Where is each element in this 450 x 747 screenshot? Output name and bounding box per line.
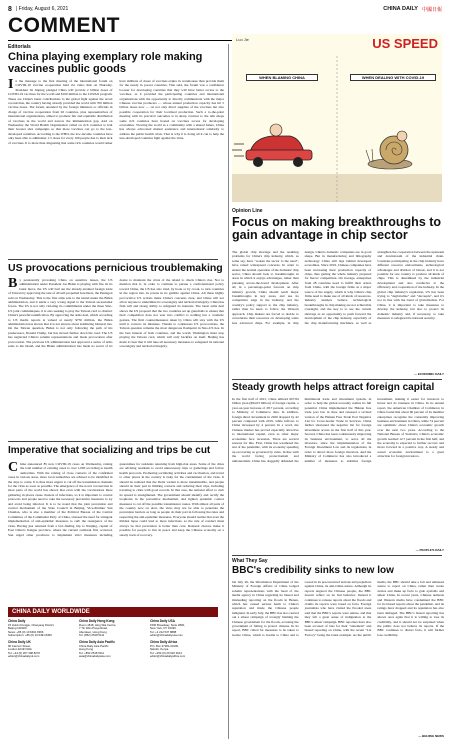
office-entry: [8, 620, 76, 638]
opinion-divider: [232, 379, 442, 380]
office-line: Hong Kong: [79, 647, 93, 652]
office-line: London EC4N 6HA: [8, 647, 32, 652]
office-line: Room 1818, Hing Wai Centre,: [79, 622, 117, 627]
editorials-label: Editorials: [8, 44, 31, 50]
office-line: asia@chinadailyasia.com: [79, 654, 111, 659]
office-line: 15 Huixin Dongjie, Chaoyang District,: [8, 622, 55, 627]
office-line: China Daily Asia Pacific: [79, 643, 109, 648]
office-line: Tel: +1 212 537 8888: [150, 629, 177, 634]
editorial-2-dropcap: B: [8, 278, 18, 291]
editorial-3-body: China announced 85 new COVID-19 cases on Wednesday, raising the total number of existing cases to over 1,000 according to health authorities. With the raising of close contacts of the confirmed cases in various areas, more local authorities are advised to be identified in the days to come. It is thus more urgent to cut off the transmission channels for the virus as soon as possible. The emergence of the novel coronavirus in most parts of the world has shown that even with the vaccinations three gathering in places cause clusters of infections, so it is important to control protocols and people need to take the necessary preventive measures to try and avoid being infected. It is to be noted that the joint prevention and control mechanism of the State Council in Beijing, Vice-Premier Sun Chunlan, who is also a member of the Political Bureau of the Central Committee of the Communist Party of China, stressed the need for stringent implementation of anti-epidemic measures to curb the resurgence of the virus. Having just returned from a fact-finding trip to Nanjing, capital of East China's Jiangsu province, where the current outbreak first occurred, Sun urged other provinces to implement strict measures including quarantines for residents returning from high-risk areas. Some of the cities are advising residents to avoid unnecessary trips or gatherings and follow health protocols. Promoting socializing activities and vaccination, and travel to other places in the country is risky for the containment of the virus. It should be realized that the Delta variant is more transmissible, and people should do their part in limiting contacts and reducing their trips, including traveling to cities with good records. In that case, the national effort to curb its spread is strengthened. The government should identify and rectify the loopholes in the preventive mechanism, and tighten epidemic control measures to cut off the possible transmission routes. With almost all parts of the country now on alert, the virus may not be able to penetrate the prevention barriers as long as people do their part in following the rules and respecting the anti-epidemic measures. Everyone should realize that even the mildest lapse could lead to more infections, so the rule of conduct must always be that prevention is better than cure. Rational choices make it possible for people to live in peace and keep the Chinese economy on a steady track of recovery.: [8, 462, 224, 537]
editorial-1-headline: China playing exemplary role making vaccines public goods: [8, 51, 203, 75]
office-entry: [79, 620, 147, 638]
office-list: [8, 617, 218, 659]
cartoon-drawing: [232, 34, 442, 202]
bbc-headline: BBC's credibility sinks to new low: [232, 565, 394, 576]
issue-date: | Friday, August 6, 2021: [15, 6, 69, 12]
office-line: editor@chinadailyusa.com: [150, 633, 183, 638]
page-number: 8: [8, 5, 12, 13]
office-name: China Daily: [8, 619, 26, 623]
office-line: Tel: +44 (0) 207 398 8270: [8, 650, 40, 655]
worldwide-title: CHINA DAILY WORLDWIDE: [8, 607, 218, 617]
column-divider: [228, 44, 229, 739]
office-line: 1500 Broadway, Suite 2800,: [150, 622, 185, 627]
bbc-body: On July 26, the Information Department of the Ministry of Foreign Affairs of China lodged solemn representations with the head of the media agency in China regarding its biased and misleading reporting on the floods in Henan, which has caused serious harm to China's reputation and made the Chinese people indignant. In early July, the BBC has also carried out a smear campaign of wrongly blaming the Chinese government for the floods, accusing the government of failing to protect citizens. In its report, BBC called for measures to be taken to isolate China, which is hostile to China and is rooted in its preconceived notions and prejudices against China, its anti-China stance. Although its reports angered the Chinese people, the BBC doesn't reflect on its bad behavior. Instead it continues to release reports about the floods and claims its reports were based on facts. Foreign journalists who have visited the flooded areas said that the BBC's reports were untrue, and that they felt a great sense of indignation at the BBC's smear campaign. BBC reporters have also been accused of bias for their "statement" and biased reporting on China, with the recent "Lie Factory" being the latest example. As the public media, the BBC should take a fair and unbiased stance to report on China, rather than create stories and make up facts to grab eyeballs and smear China. In recent years, Chinese netizens and Western media have condemned the BBC for its biased reports about the pandemic, and its ratings have dropped and its reputation has also been damaged. The BBC's biased reporting has shown once again that it is willing to lose its credibility, and it should not be surprised when the public does not believe its reports. If the BBC continues to distort facts, it will further lose credibility.: [232, 580, 444, 637]
office-name: China Daily Hong Kong: [79, 619, 115, 623]
snail-icon: [366, 131, 412, 169]
growth-divider: [232, 555, 442, 556]
editorial-divider-1: [8, 259, 218, 260]
office-line: editor@chinadailyafrica.com: [150, 654, 186, 659]
masthead: CHINA DAILY: [383, 6, 418, 12]
editorial-2-headline: US provocations pernicious troublemaking: [8, 262, 223, 274]
office-entry: [150, 641, 218, 659]
office-line: Tel: +852 2518 5111: [79, 650, 105, 655]
opinion-body: The global chip shortage and the resulting problems for China's chip industry, which, as some say, have "woken the sector to the need", have raised widespread concerns. In order to ensure the normal operation of the domestic chip sector, China should look to breakthroughs in areas in which it enjoys advantages, rather than pursuing across-the-board development. After all, in a percentage-point forecast on chip industry growth, China should reach major breakthroughs in key areas, and use its competitive edge in the industry, and the country's policy support to the chip industry, rather than be keen to follow the Western approach. Chip makers are forced to decide to concentrate their resources on developing some less advanced chips. For example, in chip design, China's domestic companies are in good shape. But in manufacturing and lithography technology China still lags behind developed economies. Since 2019, Chinese companies have been increasing their production capacity of chips, thus getting the whole industry prepared for fiercer competition. On average, enterprises from 28 countries need to fulfill their orders from China, with the foreign firms as a major source of the supply, which is why China's chip firms need to make use of all kinds of resources. Industry insiders believe technological breakthroughs in chip making are not achievable overnight, and the key is to see the current shortage as an opportunity to push forward the development of the chip industry, especially of the chip manufacturing machines, as well as strengthen the cooperation between the upstream and downstream of the industrial chain. Countries participating in the chip industry have different resource endowments, technological advantages and division of labour, and it is not possible for one country to produce all kinds of chips. This is determined by the industrial development and also conducive to the efficiency and cooperation of the industry. In the global chip industry's regulation, US has been trying to "deglobalize" and "decouple", and it's not in line with the trend of globalization. For China, it is important to take measures to develop the industry, but also to protect its domestic industry and, if necessary, to take measures to safeguard its national security.: [232, 250, 444, 325]
office-line: Beijing 100029: [8, 626, 27, 631]
speeding-car-icon: [232, 124, 312, 167]
sign-blaming-china: WHEN BLAMING CHINA: [246, 74, 318, 81]
sign-dealing-covid: WHEN DEALING WITH COVID-19: [350, 74, 436, 81]
editorial-1-body: In the message to the first meeting of the international forum on COVID-19 vaccine cooperation held via video link on Thursday, President Xi Jinping pledged China will provide 2 billion doses of COVID-19 vaccines for the world and $100 million to the COVAX program. These are China's latest contributions to the global fight against the novel coronavirus, the country having already provided the world with 700 million vaccine doses. The forum, attended by the foreign ministers or officials in charge of vaccine cooperation from 26 countries, plus representatives of international organizations, aimed to promote fair and equitable distribution of vaccines in the world and narrow the immunization gap. And on Wednesday the World Health Organization called on rich countries to halt their booster shot campaigns so that more vaccines can go to the less-developed countries. According to the WHO, the low-income countries have only been able to administer 1.5 doses for every 100 people due to their lack of vaccines. It is more than disgusting that some rich countries would rather have millions of doses of vaccines expire in warehouses than provide them for the needy in poorer countries. That said, the forum was a confidence booster for developing countries that they will have better access to the vaccines, as it provided the participating countries and international organizations with the opportunity to directly communicate with the major Chinese vaccine producers — whose annual production capacity has hit 5 billion doses now — on not only direct supplies of the vaccines but also possible cooperation for their localized production. Such a to-the-point meeting with its practical outcomes is in sharp contrast to the talk shops some rich countries have hosted on vaccines access for developing economies. Viewing the world as a community with a shared future, China has always advocated mutual assistance and international solidarity to address the public health crisis. That is why it is doing all it can to help the less-developed countries fight against the virus.: [8, 79, 224, 145]
growth-signature: — PEOPLE'S DAILY: [415, 548, 444, 552]
office-line: 90 Cannon Street,: [8, 643, 31, 648]
cartoon-artist: Luo Jie: [236, 37, 249, 42]
office-entry: [150, 620, 218, 638]
office-name: China Daily UK: [8, 639, 31, 644]
editorial-cartoon: [232, 34, 442, 202]
what-they-say-label: What They Say: [232, 558, 268, 564]
editorial-3-dropcap: C: [8, 462, 19, 475]
office-line: Tel: (852) 2518 5111: [79, 633, 105, 638]
office-entry: [79, 641, 147, 659]
office-line: News: +86 (0) 10 6491 8366: [8, 629, 44, 634]
editorial-divider-2: [8, 441, 218, 442]
editorial-2-body: By persistently provoking China on sensitive issues, the US administration under President Joe Biden is playing with fire. In its latest move, the US will bail out the already-strained foreign trade of Taiwan by approving the sale of 40 self-propelled howitzers, the Pentagon said on Wednesday. This is the first arms sale to the island under the Biden administration, and it sends a very wrong signal to the Taiwan secessionist forces. The US is not only violating its commitments under the three Sino-US joint communiques, it is also seeking to play the Taiwan card to obstruct China's peaceful reunification. By approving the arms deal, which according to US media reports is valued at nearly $750 million, the Biden administration has shown that it is not sincere about stabilizing bilateral ties. On the Taiwan question, Biden is not only following the path of his predecessor, Donald Trump, but has moved further down the road. The US has neglected China's solemn representations and made provocation after provocation. The previous US administration had approved a series of arms sales to the island, and the Biden administration has made no secret of its desire to maintain the crisis of the island to check China's rise. Not to mention that it, in order to continue to pursue a confrontational policy toward China, the US has also tried, by hook or by crook, to turn countries in the region into its pawns in its gamble against China. All these highly provocative US actions make China's concerns clear, and China will not allow anyone to undermine its sovereignty and territorial integrity. China has firm will and strong ability to safeguard its interests. The latest arms deal shows the US proposal that the two countries set up guardrails to ensure that their competition does not veer into conflict is nothing but a cosmetic gesture. The firm countermeasures taken by China will stay with the US until it corrects its mistakes. Thanks to continuous US provocations, the Taiwan question remains the most dangerous flashpoint in Sino-US ties. In the best interest of both countries, and the world, Washington must stop playing the Taiwan card, which will only backfire on itself. Beijing has made it clear that it will take all necessary measures to safeguard its national sovereignty and territorial integrity.: [8, 278, 224, 349]
growth-headline: Steady growth helps attract foreign capital: [232, 382, 435, 393]
office-entry: [8, 641, 76, 659]
office-line: Tel: +254 (0) 20 522 2614: [150, 650, 182, 655]
office-line: 7 Tin Wan Praya Road,: [79, 626, 108, 631]
office-line: Nairobi, Kenya: [150, 647, 169, 652]
office-line: P.O. Box 27281-00100,: [150, 643, 179, 648]
masthead-chinese: 中國日報: [421, 6, 442, 13]
office-name: China Daily Africa: [150, 639, 178, 644]
page-header: [8, 4, 442, 14]
editorial-3-headline: Imperative that socializing and trips be cut: [8, 445, 211, 456]
office-line: Subscription: +86 (0) 10 6491 8366: [8, 633, 52, 638]
cartoon-title: US SPEED: [372, 36, 438, 51]
office-line: Aberdeen, Hong Kong: [79, 629, 107, 634]
office-name: China Daily USA: [150, 619, 175, 623]
opinion-signature: — ECONOMIC DAILY: [414, 372, 444, 376]
office-name: China Daily Asia Pacific: [79, 639, 116, 644]
section-title: COMMENT: [8, 14, 120, 37]
worldwide-offices: [8, 607, 218, 739]
growth-body: In the first half of 2021, China utilized 607.84 billion yuan ($94.03 billion) of foreign capital, a year-on-year increase of 28.7 percent, according to Ministry of Commerce data. In addition, foreign direct investment in 2020 dropped by 42 percent compared with 2019, while inflows to China increased by 4 percent. In a word, the Chinese market has proved especially attractive to international capital, even as other major economies face recession. There are several reasons for this. First, China has weathered the test of the pandemic, with its economy speeding up recovering as governed by rules. In line with the world facing protectionism and unilateralism, China has doggedly defended the multilateral trade and investment system, in order to help the global economy realize its full potential. China implemented the Hainan free trade port law in June and released a revised version of the Hainan Free Trade Port Negative List for Cross-border Trade in Services. China further shortened the negative list for foreign investment access in the first half of this year. Second, China has been continuously improving its business environment, to serve all the investors, since the implementation of the Foreign Investment Law and its regulations, in order to attract more foreign investors. And the Ministry of Commerce has also introduced a number of measures to stabilize foreign investment, making it easier for investors to invest and do business in China. In its annual report, the American Chamber of Commerce in China found that about 60 percent of its member enterprises recognize the constantly improving business environment in China, while 74 percent are optimistic about China's economic growth over the next two years. According to the National Bureau of Statistics, China's economic growth reached 12.7 percent in the first half, and the economy is expected to further recover and move forward in a positive way. A steady and sound economic environment is a great attraction for foreign investors.: [232, 397, 444, 463]
opinion-label: Opinion Line: [232, 208, 263, 214]
office-line: New York, NY 10036: [150, 626, 176, 631]
office-line: editor@chinadailyuk.com: [8, 654, 40, 659]
bbc-signature: — BEIJING NEWS: [418, 734, 444, 738]
editorial-1-dropcap: I: [8, 79, 14, 92]
opinion-headline: Focus on making breakthroughs to gain advantage in chip sector: [232, 215, 442, 243]
